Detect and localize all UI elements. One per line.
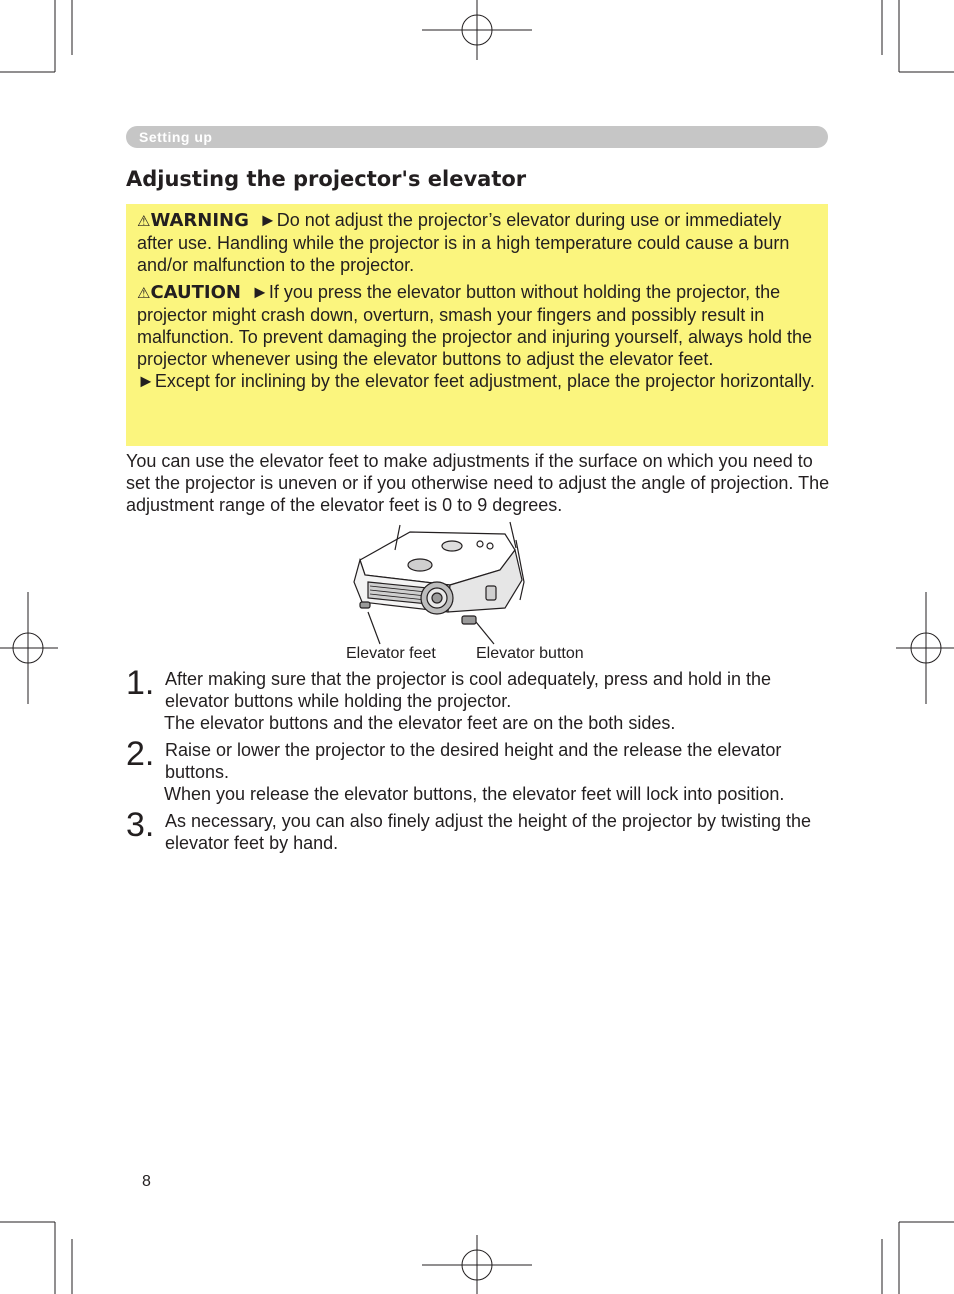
intro-paragraph: You can use the elevator feet to make adjustments if the surface on which you need to set the projector is uneven or if you otherwise need to adjust the angle of projection. The adjustment range of the elevator feet is 0 to 9 degrees.: [126, 451, 830, 515]
section-header-label: Setting up: [139, 129, 213, 145]
step-text: As necessary, you can also finely adjust the height of the projector by twisting the elevator feet by hand.: [165, 811, 812, 853]
list-item: [126, 664, 836, 739]
warning-paragraph: [137, 209, 817, 276]
section-header-bar: [126, 126, 828, 148]
step-number: 2.: [126, 735, 155, 773]
step-text: After making sure that the projector is cool adequately, press and hold in the elevator buttons while holding the projector.: [165, 669, 772, 711]
steps-list: [126, 664, 836, 854]
right-pointer-icon: ►: [137, 371, 155, 391]
caution-paragraph: [137, 281, 817, 370]
page-number: 8: [142, 1173, 151, 1190]
elevator-feet-label: Elevator feet: [346, 645, 436, 662]
step-number: 3.: [126, 806, 155, 844]
caution-text: If you press the elevator button without holding the projector, the projector might crash down, overturn, smash your fingers and possibly result in malfunction. To prevent damaging the projector and injuring yourself, always hold the projector whenever using the elevator buttons to adjust the elevator feet.: [137, 282, 813, 369]
warning-triangle-icon: ⚠: [137, 212, 151, 230]
horizontal-note-text: Except for inclining by the elevator feet adjustment, place the projector horizontally.: [154, 371, 815, 391]
step-note: The elevator buttons and the elevator feet are on the both sides.: [164, 713, 676, 733]
right-pointer-icon: ►: [258, 210, 277, 230]
right-pointer-icon: ►: [251, 282, 269, 302]
warning-label: ⚠WARNING: [137, 210, 249, 231]
list-item: [126, 806, 836, 854]
horizontal-note-paragraph: [137, 370, 817, 392]
page-title: Adjusting the projector's elevator: [126, 167, 527, 191]
step-number: 1.: [126, 664, 155, 702]
step-text: Raise or lower the projector to the desired height and the release the elevator buttons.: [165, 740, 782, 782]
warning-text: Do not adjust the projector’s elevator during use or immediately after use. Handling while the projector is in a high temperature could cause a burn and/or malfunction to the projector.: [137, 210, 790, 275]
caution-label: ⚠CAUTION: [137, 282, 241, 303]
elevator-button-label: Elevator button: [476, 645, 584, 662]
step-note: When you release the elevator buttons, the elevator feet will lock into position.: [164, 784, 785, 804]
caution-triangle-icon: ⚠: [137, 284, 151, 302]
list-item: [126, 735, 836, 810]
safety-warning-box: [126, 204, 828, 446]
